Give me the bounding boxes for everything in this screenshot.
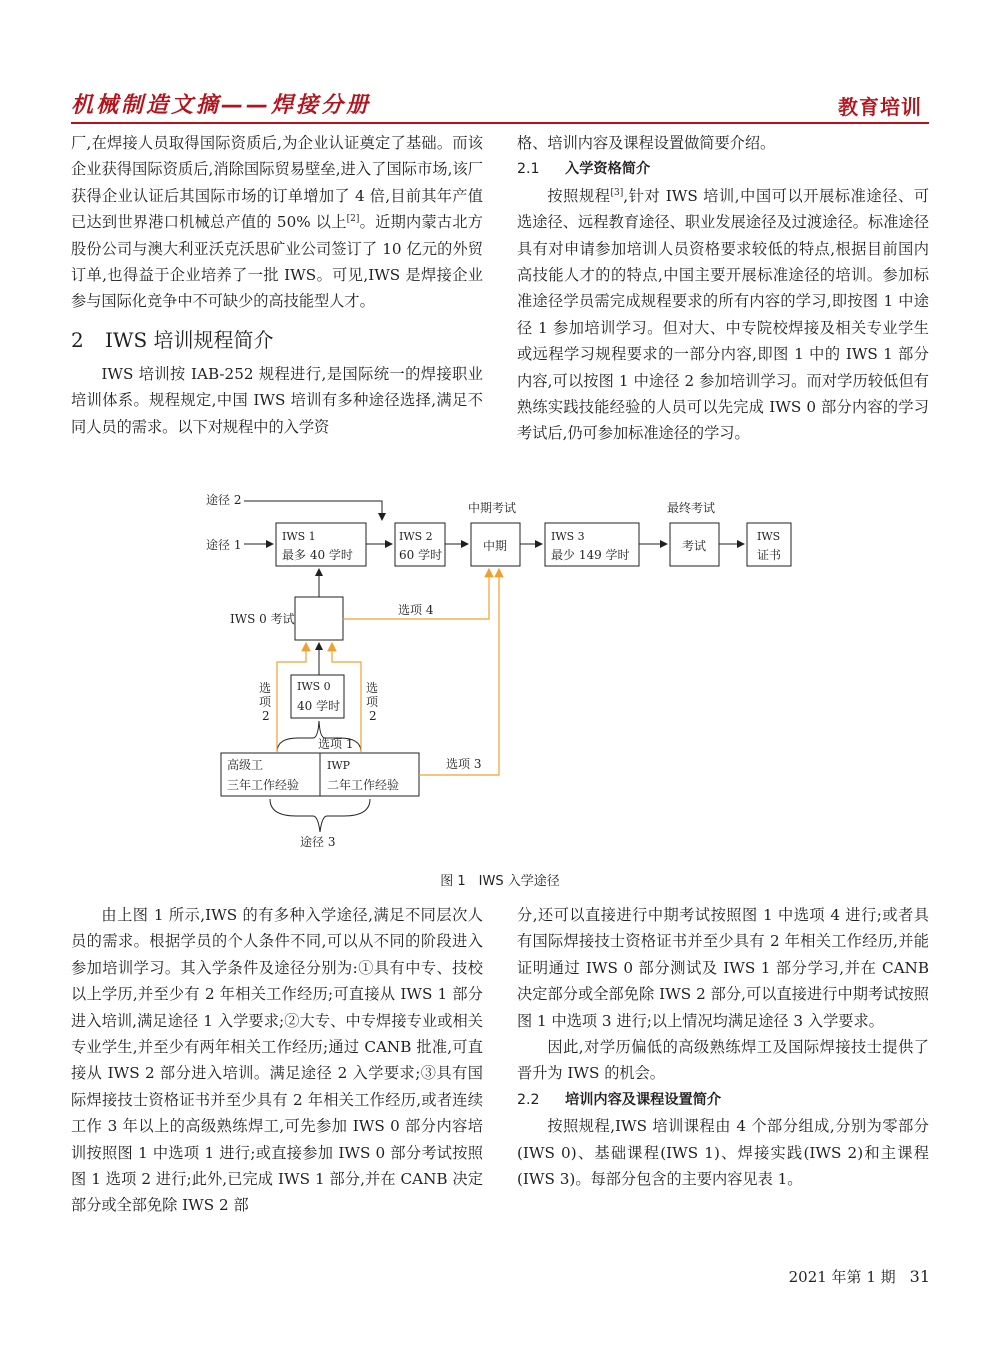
- paragraph: 分,还可以直接进行中期考试按照图 1 中选项 4 进行;或者具有国际焊接技士资格证书并至少具有 2 年相关工作经历,并能证明通过 IWS 0 部分测试及 IWS 1 部分学习,并在 CANB 决定部分或全部免除 IWS 2 部分,可以直接进行中期考试按照图 1 中选项 3 进行;以上情况均满足途径 3 入学要求。: [517, 906, 929, 1030]
- issue-label: 2021 年第 1 期: [788, 1268, 896, 1286]
- paragraph: 因此,对学历偏低的高级熟练焊工及国际焊接技士提供了晋升为 IWS 的机会。: [517, 1038, 929, 1083]
- section-title: 教育培训: [838, 95, 922, 119]
- iws0-exam-box: [295, 597, 343, 640]
- option4-label: 选项 4: [398, 603, 434, 617]
- left-column-top: [71, 130, 483, 440]
- iws3-name: IWS 3: [551, 530, 585, 543]
- option2-right-char1: 选: [366, 681, 379, 695]
- page-number: 31: [909, 1267, 930, 1286]
- citation: [2]: [346, 214, 360, 225]
- journal-title: 机械制造文摘——焊接分册: [71, 93, 372, 118]
- certificate-text: 证书: [757, 548, 782, 562]
- subsection-heading: 2.2 培训内容及课程设置简介: [517, 1091, 722, 1108]
- senior-worker-experience: 三年工作经验: [227, 778, 300, 792]
- paragraph: 按照规程,IWS 培训课程由 4 个部分组成,分别为零部分(IWS 0)、基础课程(IWS 1)、焊接实践(IWS 2)和主课程(IWS 3)。每部分包含的主要内容见表 1。: [517, 1117, 929, 1189]
- option1-label: 选项 1: [318, 737, 354, 751]
- option2-left-char2: 项: [259, 695, 272, 709]
- subsection-heading: 2.1 入学资格简介: [517, 161, 651, 178]
- paragraph: IWS 培训按 IAB-252 规程进行,是国际统一的焊接职业培训体系。规程规定,中国 IWS 培训有多种途径选择,满足不同人员的需求。以下对规程中的入学资: [71, 364, 483, 436]
- final-exam-label: 最终考试: [667, 501, 716, 515]
- route3-label: 途径 3: [300, 835, 336, 849]
- route2-label: 途径 2: [206, 493, 242, 507]
- senior-worker-name: 高级工: [227, 758, 264, 772]
- section-heading: 2 IWS 培训规程简介: [71, 327, 274, 352]
- iws2-name: IWS 2: [399, 530, 433, 543]
- left-column-bottom: [71, 902, 483, 1219]
- iws3-hours: 最少 149 学时: [551, 548, 630, 562]
- right-column-top: [517, 130, 929, 447]
- iws2-hours: 60 学时: [399, 548, 443, 562]
- option2-left-num: 2: [262, 709, 270, 723]
- option2-left-char1: 选: [259, 681, 272, 695]
- paragraph: 按照规程[3],针对 IWS 培训,中国可以开展标准途径、可选途径、远程教育途径、职业发展途径及过渡途径。标准途径具有对申请参加培训人员资格要求较低的特点,根据目前国内高技能人才的的特点,中国主要开展标准途径的培训。参加标准途径学员需完成规程要求的所有内容的学习,即按图 1 中途径 1 参加培训学习。但对大、中专院校焊接及相关专业学生或远程学习规程要求的一部分内容,即图 1 中的 IWS 1 部分内容,可以按图 1 中途径 2 参加培训学习。而对学历较低但有熟练实践技能经验的人员可以先完成 IWS 0 部分内容的学习考试后,仍可参加标准途径的学习。: [517, 186, 930, 443]
- iws0-name: IWS 0: [297, 680, 331, 693]
- figure-caption: 图 1 IWS 入学途径: [440, 874, 560, 889]
- iws1-name: IWS 1: [282, 530, 316, 543]
- iws1-hours: 最多 40 学时: [282, 548, 353, 562]
- paragraph: 由上图 1 所示,IWS 的有多种入学途径,满足不同层次人员的需求。根据学员的个人条件不同,可以从不同的阶段进入参加培训学习。其入学条件及途径分别为:①具有中专、技校以上学历,并至少有 2 年相关工作经历;可直接从 IWS 1 部分进入培训,满足途径 1 入学要求;②大专、中专焊接专业或相关专业学生,并至少有两年相关工作经历;通过 CANB 批准,可直接从 IWS 2 部分进入培训。满足途径 2 入学要求;③具有国际焊接技士资格证书并至少具有 2 年相关工作经历,或者连续工作 3 年以上的高级熟练焊工,可先参加 IWS 0 部分内容培训按照图 1 中选项 1 进行;或直接参加 IWS 0 部分考试按照图 1 选项 2 进行;此外,已完成 IWS 1 部分,并在 CANB 决定部分或全部免除 IWS 2 部: [71, 906, 483, 1215]
- right-column-bottom: [517, 902, 929, 1192]
- iws-entry-route-diagram: [190, 490, 810, 860]
- midterm-exam-label: 中期考试: [468, 501, 517, 515]
- paragraph: 格、培训内容及课程设置做简要介绍。: [517, 134, 776, 152]
- certificate-name: IWS: [757, 530, 781, 543]
- iwp-name: IWP: [327, 759, 351, 772]
- route1-label: 途径 1: [206, 538, 242, 552]
- citation: [3]: [610, 187, 624, 198]
- header-rule: [71, 122, 929, 124]
- iwp-experience: 二年工作经验: [327, 778, 400, 792]
- paragraph: 厂,在焊接人员取得国际资质后,为企业认证奠定了基础。而该企业获得国际资质后,消除国际贸易壁垒,进入了国际市场,该厂获得企业认证后其国际市场的订单增加了 4 倍,目前其年产值已达到世界港口机械总产值的 50% 以上[2]。近期内蒙古北方股份公司与澳大利亚沃克沃思矿业公司签订了 10 亿元的外贸订单,也得益于企业培养了一批 IWS。可见,IWS 是焊接企业参与国际化竞争中不可缺少的高技能型人才。: [71, 134, 483, 311]
- iws0-exam-label: IWS 0 考试: [230, 612, 295, 626]
- midterm-text: 中期: [483, 539, 508, 553]
- option2-right-num: 2: [369, 709, 377, 723]
- exam-text: 考试: [682, 539, 707, 553]
- iws0-hours: 40 学时: [297, 699, 341, 713]
- page-footer: [740, 1266, 930, 1287]
- option3-label: 选项 3: [446, 757, 482, 771]
- option2-right-char2: 项: [366, 695, 379, 709]
